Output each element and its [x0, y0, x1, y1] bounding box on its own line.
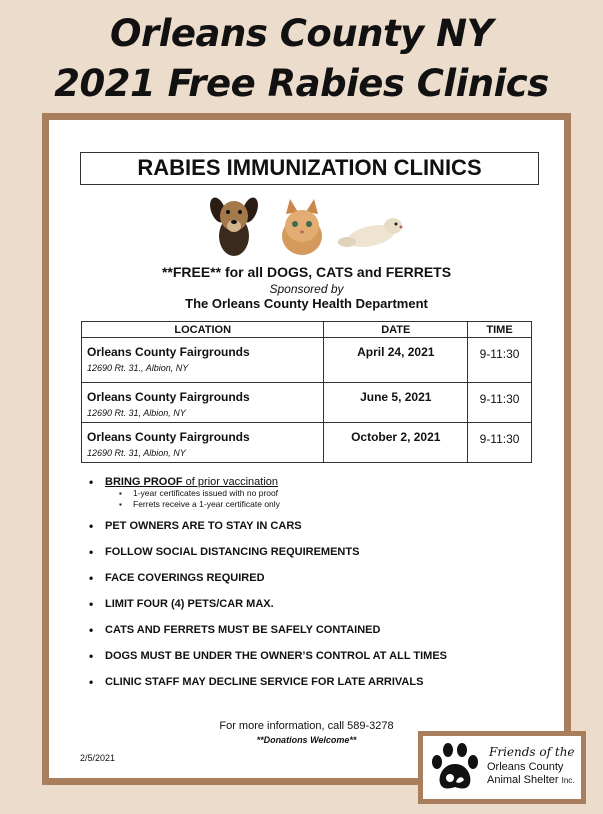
requirement-item: • LIMIT FOUR (4) PETS/CAR MAX.: [83, 598, 543, 610]
free-announcement: **FREE** for all DOGS, CATS and FERRETS: [161, 264, 452, 280]
location-cell: [82, 423, 324, 463]
proof-detail-item: ▪ 1-year certificates issued with no proof: [105, 488, 543, 499]
table-row: [82, 383, 532, 423]
location-name: Orleans County Fairgrounds: [87, 430, 250, 444]
friends-of-label: Friends of the: [489, 745, 575, 759]
location-cell: [82, 383, 324, 423]
kitten-icon: [282, 199, 322, 255]
requirements-list: [83, 476, 543, 688]
location-name: Orleans County Fairgrounds: [87, 345, 250, 359]
date-cell: April 24, 2021: [324, 338, 468, 383]
sponsored-by-label: Sponsored by: [269, 282, 344, 296]
proof-title: BRING PROOF: [105, 476, 183, 488]
location-address: 12690 Rt. 31, Albion, NY: [87, 408, 186, 418]
pet-photos: [206, 196, 406, 258]
shelter-name-line2: [487, 774, 575, 786]
dog-icon: [207, 196, 261, 256]
requirement-item: • CATS AND FERRETS MUST BE SAFELY CONTAINED: [83, 624, 543, 636]
requirement-item: • FOLLOW SOCIAL DISTANCING REQUIREMENTS: [83, 546, 543, 558]
proof-description: of prior vaccination: [182, 476, 279, 488]
headline-county: Orleans County NY: [110, 12, 493, 55]
time-cell: 9-11:30: [468, 338, 532, 383]
flyer-date: 2/5/2021: [80, 753, 116, 763]
paw-print-icon: [427, 740, 483, 796]
shelter-name-line1: Orleans County: [487, 761, 564, 773]
requirement-item: • FACE COVERINGS REQUIRED: [83, 572, 543, 584]
date-cell: October 2, 2021: [324, 423, 468, 463]
flyer-title: RABIES IMMUNIZATION CLINICS: [80, 152, 539, 185]
shelter-logo-badge: [418, 731, 586, 804]
requirement-item: • CLINIC STAFF MAY DECLINE SERVICE FOR LATE ARRIVALS: [83, 676, 543, 688]
date-cell: June 5, 2021: [324, 383, 468, 423]
headline-clinics: 2021 Free Rabies Clinics: [54, 62, 549, 105]
health-department: The Orleans County Health Department: [185, 296, 428, 311]
time-cell: 9-11:30: [468, 423, 532, 463]
requirement-item: • DOGS MUST BE UNDER THE OWNER’S CONTROL AT ALL TIMES: [83, 650, 543, 662]
time-cell: 9-11:30: [468, 383, 532, 423]
proof-details: [105, 488, 543, 510]
ferret-icon: [338, 218, 403, 251]
location-name: Orleans County Fairgrounds: [87, 390, 250, 404]
date-header: DATE: [324, 322, 468, 338]
location-header: LOCATION: [82, 322, 324, 338]
location-cell: [82, 338, 324, 383]
donations-note: **Donations Welcome**: [256, 735, 357, 745]
table-header-row: [82, 322, 532, 338]
location-address: 12690 Rt. 31, Albion, NY: [87, 448, 186, 458]
clinic-schedule-table: [81, 321, 532, 463]
time-header: TIME: [468, 322, 532, 338]
shelter-name-text: Animal Shelter: [487, 774, 559, 786]
more-info: For more information, call 589-3278: [219, 720, 394, 732]
proof-detail-item: ▪ Ferrets receive a 1-year certificate only: [105, 499, 543, 510]
table-row: [82, 338, 532, 383]
location-address: 12690 Rt. 31., Albion, NY: [87, 363, 189, 373]
requirement-item: • PET OWNERS ARE TO STAY IN CARS: [83, 520, 543, 532]
proof-requirement: [83, 476, 543, 510]
shelter-inc-suffix: Inc.: [561, 776, 575, 785]
flyer-frame: [42, 113, 571, 785]
table-row: [82, 423, 532, 463]
